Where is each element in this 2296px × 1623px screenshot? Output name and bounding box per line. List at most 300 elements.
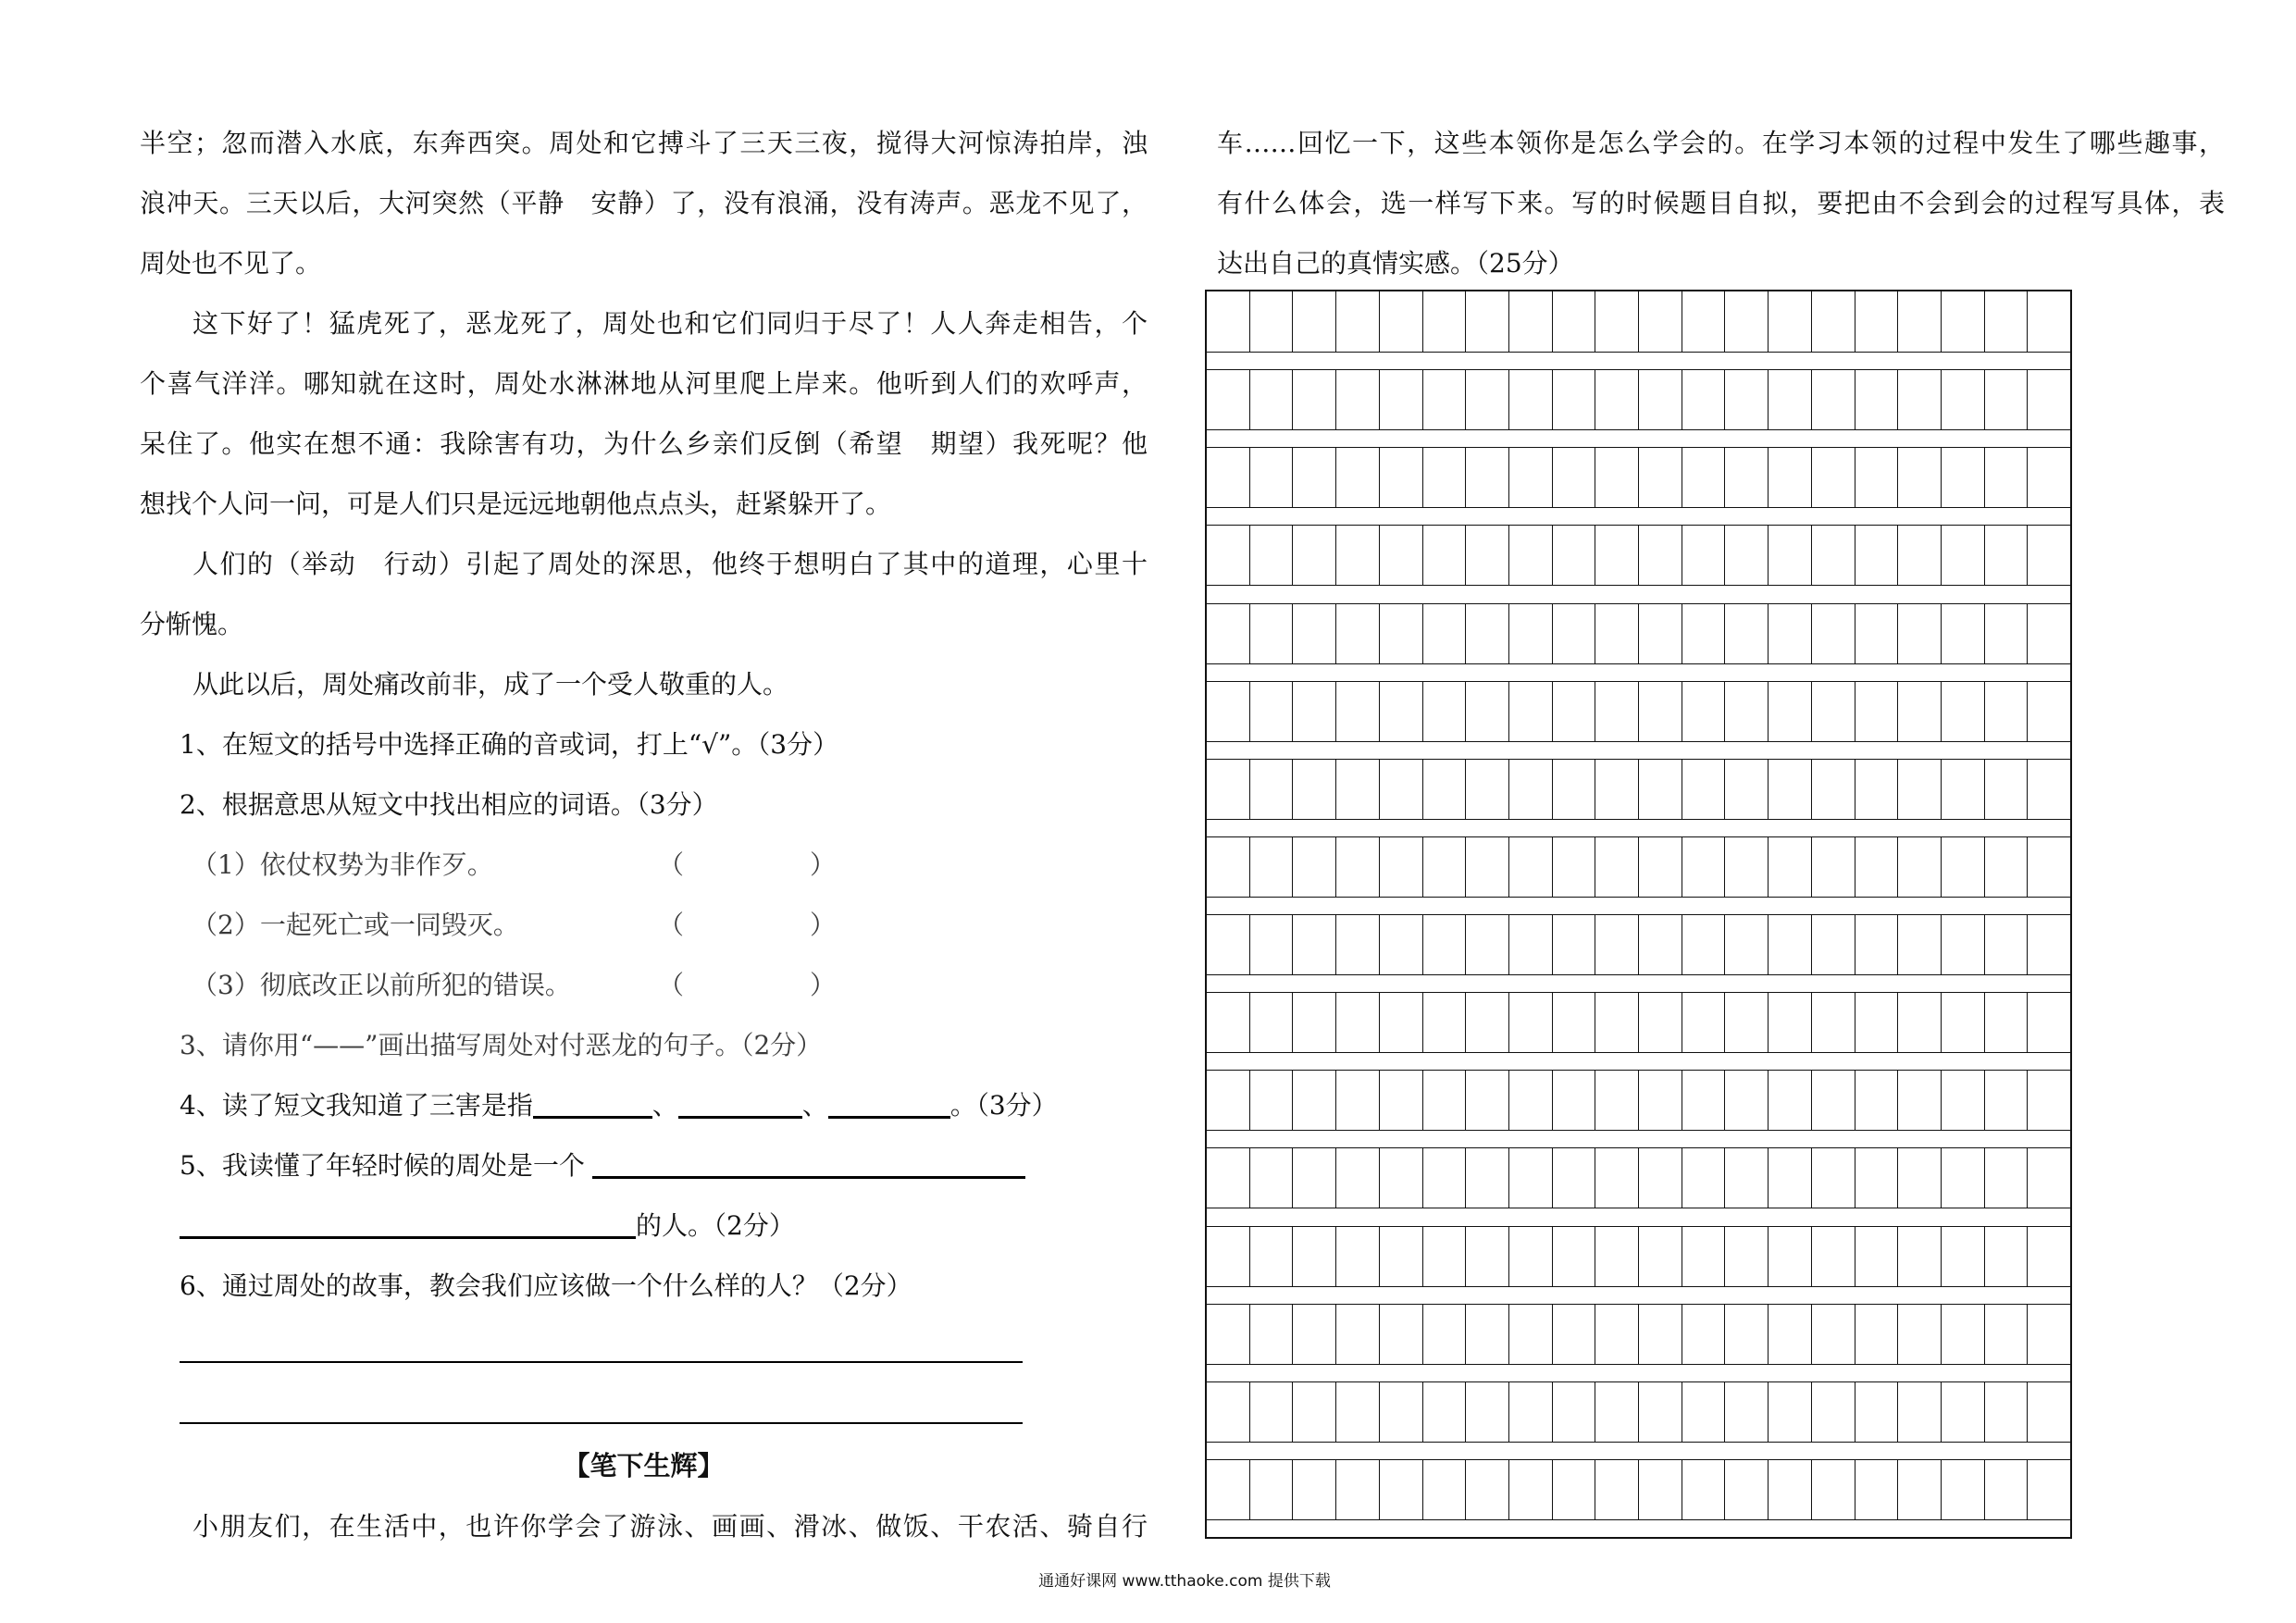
grid-cell <box>1638 1071 1682 1130</box>
grid-cell <box>1508 370 1552 429</box>
grid-cell <box>1379 604 1422 663</box>
composition-intro-line: 有什么体会，选一样写下来。写的时候题目自拟，要把由不会到会的过程写具体，表 <box>1217 188 2225 218</box>
grid-row <box>1207 759 2070 820</box>
grid-cell <box>1552 915 1595 974</box>
grid-cell <box>1249 1305 1293 1364</box>
grid-cell <box>1249 1071 1293 1130</box>
grid-cell <box>1379 993 1422 1052</box>
grid-cell <box>1207 1305 1249 1364</box>
grid-cell <box>1941 760 1984 819</box>
grid-cell <box>1595 837 1638 897</box>
answer-spacer <box>140 1316 1148 1376</box>
grid-cell <box>1422 993 1466 1052</box>
grid-cell <box>1897 526 1941 585</box>
grid-cell <box>1292 993 1335 1052</box>
grid-cell <box>1379 1071 1422 1130</box>
grid-cell <box>1897 1227 1941 1286</box>
grid-cell <box>1249 604 1293 663</box>
answer-line <box>180 1422 1023 1424</box>
grid-cell <box>1811 1460 1855 1519</box>
grid-cell <box>1335 526 1379 585</box>
grid-cell <box>1595 1460 1638 1519</box>
grid-cell <box>1508 993 1552 1052</box>
grid-cell <box>1552 448 1595 507</box>
grid-cell <box>1422 370 1466 429</box>
grid-cell <box>1379 1227 1422 1286</box>
grid-cell <box>1207 291 1249 352</box>
grid-cell <box>1984 760 2028 819</box>
passage-line: 半空；忽而潜入水底，东奔西突。周处和它搏斗了三天三夜，搅得大河惊涛拍岸，浊 <box>140 128 1148 158</box>
grid-cell <box>1941 1071 1984 1130</box>
grid-cell <box>1941 1227 1984 1286</box>
grid-cell <box>2027 526 2070 585</box>
grid-cell <box>1941 604 1984 663</box>
answer-paren-close: ） <box>810 970 837 1000</box>
answer-blank <box>678 1116 802 1119</box>
grid-cell <box>1768 448 1811 507</box>
grid-cell <box>1595 526 1638 585</box>
grid-cell <box>1724 1071 1768 1130</box>
grid-cell <box>1465 1148 1508 1208</box>
grid-cell <box>1638 291 1682 352</box>
grid-cell <box>1897 760 1941 819</box>
grid-cell <box>1595 760 1638 819</box>
grid-cell <box>1682 1460 1725 1519</box>
grid-cell <box>1422 291 1466 352</box>
grid-cell <box>1292 1460 1335 1519</box>
grid-cell <box>1811 993 1855 1052</box>
question-5-prefix: 5、我读懂了年轻时候的周处是一个 <box>180 1150 585 1181</box>
answer-paren-close: ） <box>810 910 837 940</box>
question-4-suffix: 。（3分） <box>949 1090 1058 1121</box>
grid-cell <box>1207 1460 1249 1519</box>
answer-paren-open: （ <box>658 970 685 1000</box>
grid-cell <box>1292 526 1335 585</box>
grid-cell <box>1682 682 1725 741</box>
grid-cell <box>1249 837 1293 897</box>
grid-cell <box>1984 448 2028 507</box>
grid-cell <box>1724 682 1768 741</box>
grid-cell <box>1984 604 2028 663</box>
grid-cell <box>1465 370 1508 429</box>
grid-cell <box>1768 1071 1811 1130</box>
grid-cell <box>1292 604 1335 663</box>
grid-cell <box>1855 915 1898 974</box>
grid-cell <box>1638 682 1682 741</box>
grid-cell <box>1768 993 1811 1052</box>
grid-cell <box>2027 682 2070 741</box>
grid-cell <box>1465 604 1508 663</box>
grid-cell <box>1941 448 1984 507</box>
grid-cell <box>1422 526 1466 585</box>
grid-cell <box>1508 1071 1552 1130</box>
grid-row <box>1207 914 2070 975</box>
grid-cell <box>1422 760 1466 819</box>
grid-cell <box>1682 1305 1725 1364</box>
grid-cell <box>1335 993 1379 1052</box>
grid-cell <box>1897 993 1941 1052</box>
grid-cell <box>1941 526 1984 585</box>
grid-cell <box>1379 1460 1422 1519</box>
grid-cell <box>1941 1382 1984 1442</box>
grid-row <box>1207 681 2070 742</box>
grid-cell <box>2027 1071 2070 1130</box>
grid-cell <box>1552 1148 1595 1208</box>
grid-cell <box>1465 1460 1508 1519</box>
grid-row <box>1207 1070 2070 1131</box>
separator: 、 <box>801 1090 828 1121</box>
grid-cell <box>1249 993 1293 1052</box>
grid-cell <box>1897 1305 1941 1364</box>
grid-cell <box>1682 1071 1725 1130</box>
answer-blank <box>533 1116 652 1119</box>
grid-row <box>1207 525 2070 586</box>
grid-cell <box>1379 760 1422 819</box>
grid-cell <box>1811 1071 1855 1130</box>
left-column <box>140 113 1148 1556</box>
grid-cell <box>2027 604 2070 663</box>
grid-cell <box>1335 448 1379 507</box>
grid-row <box>1207 1381 2070 1443</box>
grid-cell <box>1465 291 1508 352</box>
grid-cell <box>1207 370 1249 429</box>
grid-cell <box>1379 526 1422 585</box>
right-column <box>1217 113 2225 293</box>
grid-cell <box>1724 1227 1768 1286</box>
grid-cell <box>1855 993 1898 1052</box>
grid-cell <box>2027 370 2070 429</box>
grid-cell <box>1984 291 2028 352</box>
question-3: 3、请你用“——”画出描写周处对付恶龙的句子。（2分） <box>180 1030 823 1060</box>
grid-cell <box>1552 1071 1595 1130</box>
grid-cell <box>1682 526 1725 585</box>
grid-cell <box>1292 915 1335 974</box>
grid-cell <box>1855 1305 1898 1364</box>
grid-cell <box>1811 448 1855 507</box>
question-2-item-label: （1）依仗权势为非作歹。 <box>192 849 493 880</box>
grid-cell <box>1984 526 2028 585</box>
grid-cell <box>1768 915 1811 974</box>
grid-cell <box>1465 760 1508 819</box>
grid-cell <box>1768 1148 1811 1208</box>
separator: 、 <box>652 1090 678 1121</box>
grid-cell <box>1552 760 1595 819</box>
grid-cell <box>1855 370 1898 429</box>
grid-cell <box>2027 1227 2070 1286</box>
grid-cell <box>1292 837 1335 897</box>
grid-cell <box>1207 682 1249 741</box>
grid-cell <box>1897 1382 1941 1442</box>
grid-cell <box>1552 1382 1595 1442</box>
grid-cell <box>1465 1227 1508 1286</box>
composition-intro-line: 车……回忆一下，这些本领你是怎么学会的。在学习本领的过程中发生了哪些趣事， <box>1217 128 2225 158</box>
grid-cell <box>1207 837 1249 897</box>
passage-line: 这下好了！猛虎死了，恶龙死了，周处也和它们同归于尽了！人人奔走相告，个 <box>192 308 1148 339</box>
grid-cell <box>1855 1071 1898 1130</box>
grid-cell <box>1508 1305 1552 1364</box>
grid-cell <box>1724 1382 1768 1442</box>
passage-line: 个喜气洋洋。哪知就在这时，周处水淋淋地从河里爬上岸来。他听到人们的欢呼声， <box>140 368 1148 399</box>
grid-cell <box>1855 291 1898 352</box>
grid-cell <box>1249 760 1293 819</box>
grid-cell <box>1638 915 1682 974</box>
grid-row <box>1207 369 2070 430</box>
grid-cell <box>1638 1382 1682 1442</box>
grid-cell <box>1897 837 1941 897</box>
grid-cell <box>1465 837 1508 897</box>
grid-cell <box>1422 915 1466 974</box>
grid-cell <box>1422 837 1466 897</box>
grid-cell <box>1682 1382 1725 1442</box>
grid-cell <box>1335 1460 1379 1519</box>
grid-cell <box>1552 604 1595 663</box>
grid-cell <box>1552 370 1595 429</box>
grid-cell <box>2027 837 2070 897</box>
question-1: 1、在短文的括号中选择正确的音或词，打上“√”。（3分） <box>180 729 839 760</box>
grid-cell <box>1855 1460 1898 1519</box>
grid-cell <box>1984 682 2028 741</box>
grid-cell <box>1292 1071 1335 1130</box>
grid-cell <box>1595 1382 1638 1442</box>
grid-row <box>1207 992 2070 1053</box>
grid-cell <box>1207 760 1249 819</box>
grid-cell <box>1897 1460 1941 1519</box>
grid-cell <box>1682 993 1725 1052</box>
passage-line: 浪冲天。三天以后，大河突然（平静 安静）了，没有浪涌，没有涛声。恶龙不见了， <box>140 188 1148 218</box>
grid-cell <box>1811 526 1855 585</box>
passage-line: 周处也不见了。 <box>140 248 322 279</box>
grid-cell <box>1207 1148 1249 1208</box>
grid-cell <box>1897 604 1941 663</box>
grid-cell <box>2027 291 2070 352</box>
question-5-suffix: 的人。（2分） <box>636 1210 795 1241</box>
grid-cell <box>1465 1305 1508 1364</box>
grid-cell <box>1249 370 1293 429</box>
composition-intro-line: 小朋友们，在生活中，也许你学会了游泳、画画、滑冰、做饭、干农活、骑自行 <box>192 1511 1148 1542</box>
grid-cell <box>1595 1148 1638 1208</box>
grid-cell <box>1207 448 1249 507</box>
grid-cell <box>1855 1148 1898 1208</box>
answer-paren-close: ） <box>810 849 837 880</box>
grid-cell <box>1768 291 1811 352</box>
grid-cell <box>1638 837 1682 897</box>
grid-cell <box>1724 370 1768 429</box>
answer-blank <box>828 1116 950 1119</box>
grid-cell <box>1897 370 1941 429</box>
grid-cell <box>1207 1382 1249 1442</box>
grid-cell <box>1422 604 1466 663</box>
grid-cell <box>1207 993 1249 1052</box>
grid-cell <box>1811 760 1855 819</box>
grid-cell <box>1941 993 1984 1052</box>
grid-cell <box>1595 915 1638 974</box>
grid-cell <box>1984 1071 2028 1130</box>
grid-cell <box>2027 915 2070 974</box>
grid-cell <box>1682 915 1725 974</box>
grid-cell <box>1595 1227 1638 1286</box>
grid-cell <box>1682 837 1725 897</box>
grid-cell <box>1335 915 1379 974</box>
grid-cell <box>1508 291 1552 352</box>
grid-cell <box>1638 1305 1682 1364</box>
grid-cell <box>1984 1460 2028 1519</box>
grid-cell <box>1941 837 1984 897</box>
grid-cell <box>1207 604 1249 663</box>
grid-row <box>1207 1459 2070 1520</box>
grid-cell <box>1422 1382 1466 1442</box>
grid-cell <box>1941 682 1984 741</box>
grid-cell <box>1855 448 1898 507</box>
grid-cell <box>1465 993 1508 1052</box>
passage-line: 分惭愧。 <box>140 609 244 639</box>
grid-cell <box>1811 1148 1855 1208</box>
grid-cell <box>1335 682 1379 741</box>
grid-cell <box>1552 1227 1595 1286</box>
grid-cell <box>1682 370 1725 429</box>
grid-cell <box>1941 1305 1984 1364</box>
grid-cell <box>1465 915 1508 974</box>
grid-cell <box>1682 291 1725 352</box>
grid-cell <box>1855 1227 1898 1286</box>
grid-cell <box>1422 448 1466 507</box>
grid-cell <box>1422 682 1466 741</box>
grid-cell <box>1724 291 1768 352</box>
grid-cell <box>1508 526 1552 585</box>
grid-cell <box>1638 993 1682 1052</box>
answer-paren-open: （ <box>658 849 685 880</box>
grid-cell <box>1207 1071 1249 1130</box>
question-4 <box>140 1075 1148 1135</box>
grid-cell <box>1941 915 1984 974</box>
grid-cell <box>1768 604 1811 663</box>
composition-intro-line: 达出自己的真情实感。（25分） <box>1217 248 1574 279</box>
grid-cell <box>1508 604 1552 663</box>
grid-cell <box>1379 370 1422 429</box>
grid-cell <box>1249 1227 1293 1286</box>
grid-cell <box>1292 1148 1335 1208</box>
grid-cell <box>1682 760 1725 819</box>
grid-cell <box>1292 1305 1335 1364</box>
grid-cell <box>1724 837 1768 897</box>
grid-cell <box>2027 1305 2070 1364</box>
answer-line <box>180 1361 1023 1363</box>
grid-cell <box>1638 604 1682 663</box>
grid-cell <box>1335 760 1379 819</box>
question-2-item-label: （3）彻底改正以前所犯的错误。 <box>192 970 571 1000</box>
grid-row <box>1207 1226 2070 1287</box>
grid-cell <box>1335 1305 1379 1364</box>
grid-cell <box>1724 1305 1768 1364</box>
grid-cell <box>1335 1227 1379 1286</box>
grid-cell <box>1508 448 1552 507</box>
grid-cell <box>1984 1305 2028 1364</box>
answer-spacer <box>140 1376 1148 1436</box>
grid-cell <box>1811 370 1855 429</box>
grid-cell <box>1249 291 1293 352</box>
grid-cell <box>1984 370 2028 429</box>
grid-cell <box>1508 1227 1552 1286</box>
passage-line: 人们的（举动 行动）引起了周处的深思，他终于想明白了其中的道理，心里十 <box>192 549 1148 579</box>
question-2-item <box>140 955 1148 1015</box>
grid-cell <box>1724 993 1768 1052</box>
grid-cell <box>1768 1305 1811 1364</box>
question-2-item <box>140 835 1148 895</box>
passage-line: 想找个人问一问，可是人们只是远远地朝他点点头，赶紧躲开了。 <box>140 489 892 519</box>
grid-cell <box>1249 915 1293 974</box>
grid-cell <box>2027 1460 2070 1519</box>
grid-cell <box>1379 837 1422 897</box>
grid-cell <box>2027 760 2070 819</box>
grid-row <box>1207 447 2070 508</box>
grid-cell <box>1638 760 1682 819</box>
grid-cell <box>1811 1227 1855 1286</box>
grid-cell <box>1811 915 1855 974</box>
grid-cell <box>1638 370 1682 429</box>
question-6: 6、通过周处的故事，教会我们应该做一个什么样的人？（2分） <box>180 1270 912 1301</box>
grid-cell <box>1249 526 1293 585</box>
answer-blank <box>180 1236 636 1239</box>
grid-cell <box>1897 1148 1941 1208</box>
grid-cell <box>1292 370 1335 429</box>
grid-cell <box>1292 448 1335 507</box>
grid-cell <box>1984 837 2028 897</box>
grid-cell <box>1724 760 1768 819</box>
grid-row <box>1207 603 2070 664</box>
grid-cell <box>1508 682 1552 741</box>
grid-cell <box>1984 1148 2028 1208</box>
grid-cell <box>1292 291 1335 352</box>
grid-cell <box>1638 1148 1682 1208</box>
grid-cell <box>1335 604 1379 663</box>
grid-cell <box>1897 915 1941 974</box>
grid-cell <box>1941 370 1984 429</box>
grid-cell <box>1335 1071 1379 1130</box>
grid-cell <box>1552 837 1595 897</box>
grid-cell <box>1335 291 1379 352</box>
grid-cell <box>1768 370 1811 429</box>
grid-cell <box>1595 370 1638 429</box>
grid-cell <box>1724 1460 1768 1519</box>
grid-cell <box>1724 526 1768 585</box>
grid-cell <box>1811 604 1855 663</box>
grid-cell <box>1941 1460 1984 1519</box>
question-2-item-label: （2）一起死亡或一同毁灭。 <box>192 910 519 940</box>
grid-cell <box>1595 291 1638 352</box>
grid-cell <box>1379 448 1422 507</box>
grid-cell <box>1335 1148 1379 1208</box>
grid-cell <box>1811 1382 1855 1442</box>
grid-cell <box>1207 1227 1249 1286</box>
grid-cell <box>1855 604 1898 663</box>
grid-cell <box>1595 448 1638 507</box>
grid-cell <box>1422 1071 1466 1130</box>
grid-cell <box>1292 1382 1335 1442</box>
grid-cell <box>1508 1148 1552 1208</box>
grid-cell <box>1465 526 1508 585</box>
grid-cell <box>1249 1460 1293 1519</box>
question-2: 2、根据意思从短文中找出相应的词语。（3分） <box>180 789 718 820</box>
grid-cell <box>1811 1305 1855 1364</box>
grid-cell <box>1552 993 1595 1052</box>
grid-cell <box>1552 1460 1595 1519</box>
grid-cell <box>1768 760 1811 819</box>
grid-cell <box>1595 1071 1638 1130</box>
grid-cell <box>1768 1382 1811 1442</box>
grid-cell <box>1768 837 1811 897</box>
grid-cell <box>1207 526 1249 585</box>
grid-cell <box>1984 1382 2028 1442</box>
grid-cell <box>1292 760 1335 819</box>
